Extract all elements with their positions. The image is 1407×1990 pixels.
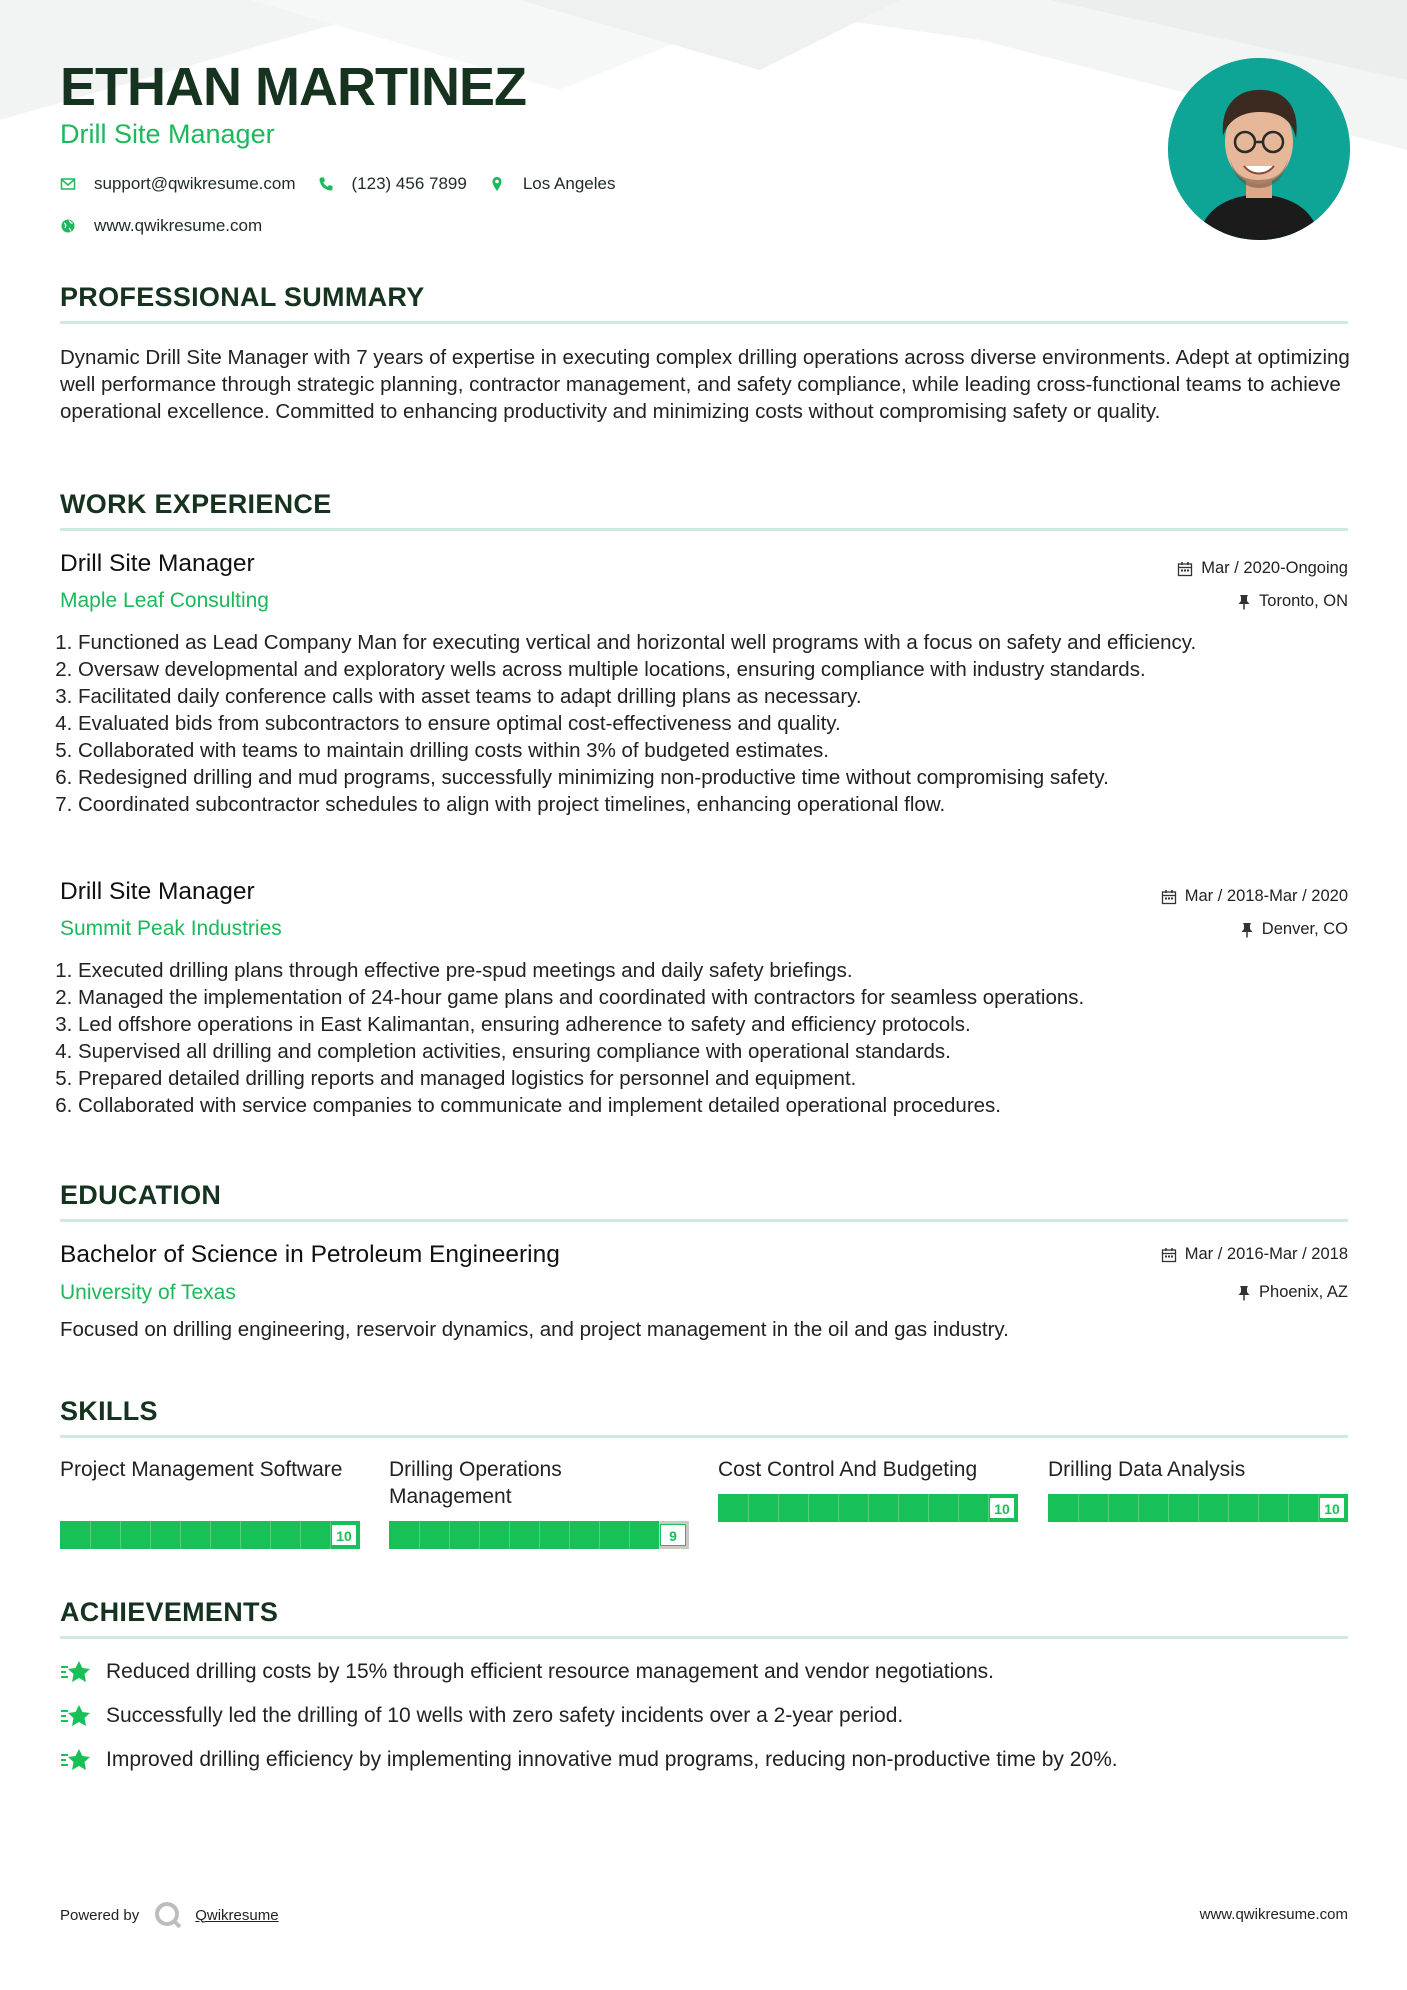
section-title-experience: WORK EXPERIENCE — [60, 489, 332, 519]
skill-bar-segment — [1198, 1494, 1199, 1522]
skill-bar — [1048, 1494, 1348, 1522]
skill-bar-segment — [270, 1521, 271, 1549]
education-description: Focused on drilling engineering, reservoir dynamics, and project management in the oil and gas industry. — [60, 1318, 1009, 1341]
skill-bar-segment — [868, 1494, 869, 1522]
job-location-text: Toronto, ON — [1259, 592, 1348, 610]
map-pin-icon — [489, 176, 505, 192]
skill-bar-segment — [599, 1521, 600, 1549]
globe-icon — [60, 218, 76, 234]
skill-bar-segment — [539, 1521, 540, 1549]
list-item: 3. Facilitated daily conference calls with asset teams to adapt drilling plans as necessary. — [78, 683, 1368, 710]
section-divider — [60, 321, 1348, 324]
skill-bar — [389, 1521, 689, 1549]
location-text: Los Angeles — [522, 174, 616, 193]
list-item: 1. Functioned as Lead Company Man for executing vertical and horizontal well programs with a focus on safety and efficiency. — [78, 629, 1368, 656]
achievement-text: Reduced drilling costs by 15% through efficient resource management and vendor negotiations. — [106, 1660, 994, 1683]
list-item: 5. Collaborated with teams to maintain drilling costs within 3% of budgeted estimates. — [78, 737, 1368, 764]
skill-bar-segment — [419, 1521, 420, 1549]
skill-bar-segment — [509, 1521, 510, 1549]
education-date-text: Mar / 2016-Mar / 2018 — [1184, 1245, 1348, 1263]
skill-bar-segment — [569, 1521, 570, 1549]
avatar-portrait — [1168, 58, 1350, 240]
qwikresume-logo-icon — [153, 1900, 183, 1930]
company-name: Summit Peak Industries — [60, 917, 282, 940]
achievement-text: Improved drilling efficiency by implementing innovative mud programs, reducing non-productive time by 20%. — [106, 1748, 1118, 1771]
skill-bar-segment — [958, 1494, 959, 1522]
calendar-icon — [1177, 561, 1193, 577]
school-name: University of Texas — [60, 1281, 236, 1304]
skill-bar-segment — [1228, 1494, 1229, 1522]
skill-bar-segment — [778, 1494, 779, 1522]
job-title: Drill Site Manager — [60, 878, 255, 905]
degree-title: Bachelor of Science in Petroleum Engineering — [60, 1241, 560, 1268]
pushpin-icon — [1237, 1285, 1251, 1301]
footer-website[interactable]: www.qwikresume.com — [1199, 1906, 1348, 1923]
achievement-item — [60, 1703, 903, 1729]
website-text: www.qwikresume.com — [94, 216, 263, 235]
phone-text: (123) 456 7899 — [351, 174, 467, 193]
list-item: 7. Coordinated subcontractor schedules to align with project timelines, enhancing operational flow. — [78, 791, 1368, 818]
skill-name: Drilling Data Analysis — [1048, 1458, 1246, 1481]
skill-name: Drilling Operations Management — [389, 1458, 562, 1508]
skill-bar-segment — [90, 1521, 91, 1549]
section-divider — [60, 528, 1348, 531]
list-item: 3. Led offshore operations in East Kalimantan, ensuring adherence to safety and efficiency protocols. — [78, 1011, 1368, 1038]
achievement-item — [60, 1659, 994, 1685]
list-item: 6. Collaborated with service companies to communicate and implement detailed operational procedures. — [78, 1092, 1368, 1119]
skill-name: Project Management Software — [60, 1458, 343, 1481]
skill-bar-segment — [180, 1521, 181, 1549]
section-title-achievements: ACHIEVEMENTS — [60, 1597, 279, 1627]
job-bullets — [60, 629, 1368, 818]
skill-bar-segment — [1288, 1494, 1289, 1522]
job-title: Drill Site Manager — [60, 550, 255, 577]
contact-location — [489, 174, 616, 194]
section-divider — [60, 1219, 1348, 1222]
job-date-text: Mar / 2018-Mar / 2020 — [1184, 887, 1348, 905]
skill-bar-segment — [928, 1494, 929, 1522]
job-location-text: Denver, CO — [1261, 920, 1348, 938]
achievement-text: Successfully led the drilling of 10 wells with zero safety incidents over a 2-year period. — [106, 1704, 904, 1727]
list-item: 6. Redesigned drilling and mud programs, successfully minimizing non-productive time without compromising safety. — [78, 764, 1368, 791]
job-bullets — [60, 957, 1368, 1119]
section-title-education: EDUCATION — [60, 1180, 222, 1210]
education-date — [1161, 1245, 1348, 1264]
candidate-role: Drill Site Manager — [60, 119, 275, 149]
list-item: 2. Oversaw developmental and exploratory wells across multiple locations, ensuring compliance with industry standards. — [78, 656, 1368, 683]
powered-by-label: Powered by — [60, 1906, 140, 1924]
calendar-icon — [1161, 889, 1177, 905]
skill-bar-segment — [808, 1494, 809, 1522]
skill-item — [718, 1456, 1018, 1517]
education-location-text: Phoenix, AZ — [1259, 1283, 1348, 1301]
star-achievement-icon — [60, 1703, 92, 1729]
skill-bar-segment — [120, 1521, 121, 1549]
skill-item — [1048, 1456, 1348, 1517]
company-name: Maple Leaf Consulting — [60, 589, 269, 612]
list-item: 4. Supervised all drilling and completion activities, ensuring compliance with operational standards. — [78, 1038, 1368, 1065]
skill-item — [60, 1456, 360, 1544]
skill-bar — [60, 1521, 360, 1549]
skill-bar-segment — [898, 1494, 899, 1522]
contact-row-primary — [60, 174, 637, 194]
footer-powered-by — [60, 1900, 279, 1930]
section-divider — [60, 1636, 1348, 1639]
skill-bar-segment — [1258, 1494, 1259, 1522]
skill-bar-segment — [479, 1521, 480, 1549]
candidate-name: ETHAN MARTINEZ — [60, 57, 526, 117]
job-date — [1161, 887, 1348, 906]
skill-bar-segment — [1078, 1494, 1079, 1522]
section-title-summary: PROFESSIONAL SUMMARY — [60, 282, 425, 312]
job-location — [1237, 592, 1348, 611]
skill-level: 10 — [1319, 1497, 1345, 1519]
list-item: 2. Managed the implementation of 24-hour game plans and coordinated with contractors for seamless operations. — [78, 984, 1368, 1011]
education-location — [1237, 1283, 1348, 1302]
skill-bar-segment — [210, 1521, 211, 1549]
star-achievement-icon — [60, 1747, 92, 1773]
pushpin-icon — [1240, 922, 1254, 938]
section-divider — [60, 1435, 1348, 1438]
list-item: 4. Evaluated bids from subcontractors to ensure optimal cost-effectiveness and quality. — [78, 710, 1368, 737]
star-achievement-icon — [60, 1659, 92, 1685]
skill-bar-segment — [150, 1521, 151, 1549]
skill-bar-segment — [748, 1494, 749, 1522]
skill-bar-segment — [300, 1521, 301, 1549]
skill-bar-segment — [449, 1521, 450, 1549]
mail-icon — [60, 176, 76, 192]
contact-phone[interactable] — [318, 174, 467, 194]
skill-bar-segment — [1168, 1494, 1169, 1522]
email-text: support@qwikresume.com — [94, 174, 296, 193]
avatar — [1168, 58, 1350, 240]
contact-row-secondary — [60, 216, 284, 236]
job-date-text: Mar / 2020-Ongoing — [1201, 559, 1348, 577]
list-item: 5. Prepared detailed drilling reports and managed logistics for personnel and equipment. — [78, 1065, 1368, 1092]
skill-bar-segment — [629, 1521, 630, 1549]
contact-website[interactable] — [60, 216, 262, 236]
job-date — [1177, 559, 1348, 578]
skill-item — [389, 1456, 689, 1544]
skill-bar-segment — [1138, 1494, 1139, 1522]
skill-level: 10 — [989, 1497, 1015, 1519]
brand-link[interactable]: Qwikresume — [195, 1906, 279, 1924]
skill-bar-segment — [1108, 1494, 1109, 1522]
skill-level: 9 — [660, 1524, 686, 1546]
skill-name: Cost Control And Budgeting — [718, 1458, 978, 1481]
section-title-skills: SKILLS — [60, 1396, 158, 1426]
summary-text: Dynamic Drill Site Manager with 7 years of expertise in executing complex drilling operations across diverse environments. Adept at optimizing well performance through strategic planning, contractor management, and safety compliance, while leading cross-functional teams to achieve operational excellence. Committed to enhancing productivity and minimizing costs without compromising safety or quality. — [60, 346, 1350, 423]
pushpin-icon — [1237, 594, 1251, 610]
skill-bar-segment — [838, 1494, 839, 1522]
skill-bar-segment — [240, 1521, 241, 1549]
phone-icon — [318, 176, 334, 192]
calendar-icon — [1161, 1247, 1177, 1263]
job-location — [1240, 920, 1348, 939]
skill-bar — [718, 1494, 1018, 1522]
contact-email[interactable] — [60, 174, 296, 194]
skill-level: 10 — [331, 1524, 357, 1546]
list-item: 1. Executed drilling plans through effective pre-spud meetings and daily safety briefings. — [78, 957, 1368, 984]
skill-bar-fill — [389, 1521, 659, 1549]
achievement-item — [60, 1747, 1118, 1773]
